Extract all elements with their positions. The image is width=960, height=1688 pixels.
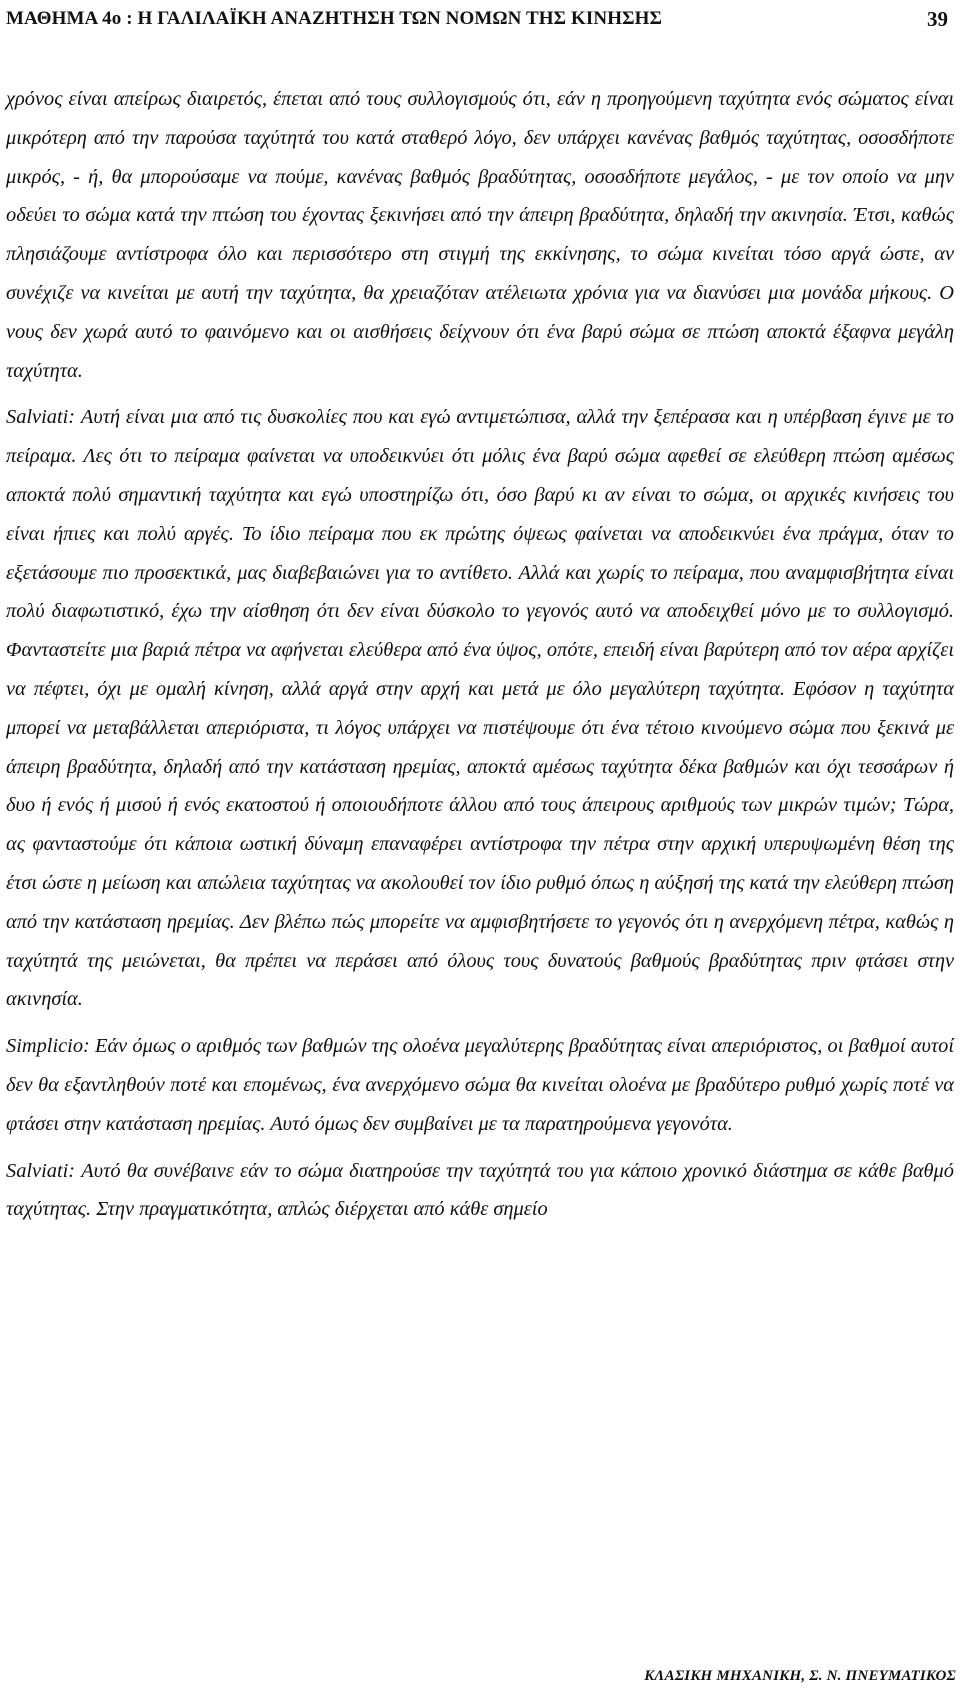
paragraph-text: Salviati: Αυτή είναι μια από τις δυσκολίες που και εγώ αντιμετώπισα, αλλά την ξεπέρασα και η υπέρβαση έγινε με το πείραμα. Λες ότι το πείραμα φαίνεται να υποδεικνύει ότι μόλις ένα βαρύ σώμα αφεθεί σε ελεύθερη πτώση αμέσως αποκτά πολύ σημαντική ταχύτητα και εγώ υποστηρίζω ότι, όσο βαρύ κι αν είναι το σώμα, οι αρχικές κινήσεις του είναι ήπιες και πολύ αργές. Το ίδιο πείραμα που εκ πρώτης όψεως φαίνεται να αποδεικνύει ένα πράγμα, όταν το εξετάσουμε πιο προσεκτικά, μας διαβεβαιώνει για το αντίθετο. Αλλά και χωρίς το πείραμα, που αναμφισβήτητα είναι πολύ διαφωτιστικό, έχω την αίσθηση ότι δεν είναι δύσκολο το γεγονός αυτό να αποδειχθεί μόνο με το συλλογισμό. Φανταστείτε μια βαριά πέτρα να αφήνεται ελεύθερα από ένα ύψος, οπότε, επειδή είναι βαρύτερη από τον αέρα αρχίζει να πέφτει, όχι με ομαλή κίνηση, αλλά αργά στην αρχή και μετά με όλο μεγαλύτερη ταχύτητα. Εφόσον η ταχύτητα μπορεί να μεταβάλλεται απεριόριστα, τι λόγος υπάρχει να πιστέψουμε ότι ένα τέτοιο κινούμενο σώμα που ξεκινά με άπειρη βραδύτητα, δηλαδή από την κατάσταση ηρεμίας, αποκτά αμέσως ταχύτητα δέκα βαθμών και όχι τεσσάρων ή δυο ή ενός ή μισού ή ενός εκατοστού ή οποιουδήποτε άλλου από τους άπειρους αριθμούς των μικρών τιμών; Τώρα, ας φανταστούμε ότι κάποια ωστική δύναμη επαναφέρει αντίστροφα την πέτρα στην αρχική υπερυψωμένη θέση της έτσι ώστε η μείωση και απώλεια ταχύτητας να ακολουθεί τον ίδιο ρυθμό όπως η αύξησή της κατά την ελεύθερη πτώση από την κατάσταση ηρεμίας. Δεν βλέπω πώς μπορείτε να αμφισβητήσετε το γεγονός ότι η ανερχόμενη πέτρα, καθώς η ταχύτητά της μειώνεται, θα πρέπει να περάσει από όλους τους δυνατούς βαθμούς βραδύτητας πριν φτάσει στην ακινησία. [6,406,954,1011]
paragraph-text: χρόνος είναι απείρως διαιρετός, έπεται από τους συλλογισμούς ότι, εάν η προηγούμενη ταχύτητα ενός σώματος είναι μικρότερη από την παρούσα ταχύτητά του κατά σταθερό λόγο, δεν υπάρχει κανένας βαθμός ταχύτητας, οσοσδήποτε μικρός, - ή, θα μπορούσαμε να πούμε, κανένας βαθμός βραδύτητας, οσοσδήποτε μεγάλος, - με τον οποίο να μην οδεύει το σώμα κατά την πτώση του έχοντας ξεκινήσει από την άπειρη βραδύτητα, δηλαδή την ακινησία. Έτσι, καθώς πλησιάζουμε αντίστροφα όλο και περισσότερο στη στιγμή της εκκίνησης, το σώμα κινείται τόσο αργά ώστε, αν συνέχιζε να κινείται με αυτή την ταχύτητα, θα χρειαζόταν ατέλειωτα χρόνια για να διανύσει μια μονάδα μήκους. Ο νους δεν χωρά αυτό το φαινόμενο και οι αισθήσεις δείχνουν ότι ένα βαρύ σώμα σε πτώση αποκτά έξαφνα μεγάλη ταχύτητα. [6,88,954,382]
paragraph-text: Simplicio: Εάν όμως ο αριθμός των βαθμών της ολοένα μεγαλύτερης βραδύτητας είναι απεριόριστος, οι βαθμοί αυτοί δεν θα εξαντληθούν ποτέ και επομένως, ένα ανερχόμενο σώμα θα κινείται ολοένα με βραδύτερο ρυθμό χωρίς ποτέ να φτάσει στην κατάσταση ηρεμίας. Αυτό όμως δεν συμβαίνει με τα παρατηρούμενα γεγονότα. [6,1035,954,1135]
main-text [6,80,954,1237]
page-footer: ΚΛΑΣΙΚΗ ΜΗΧΑΝΙΚΗ, Σ. Ν. ΠΝΕΥΜΑΤΙΚΟΣ [644,1668,956,1684]
paragraph-3 [6,1027,954,1143]
paragraph-2 [6,398,954,1019]
page-header [6,4,954,34]
paragraph-1 [6,80,954,390]
page-number: 39 [927,7,948,31]
chapter-title: ΜΑΘΗΜΑ 4ο : Η ΓΑΛΙΛΑΪΚΗ ΑΝΑΖΗΤΗΣΗ ΤΩΝ ΝΟΜΩΝ ΤΗΣ ΚΙΝΗΣΗΣ [6,8,663,29]
paragraph-text: Salviati: Αυτό θα συνέβαινε εάν το σώμα διατηρούσε την ταχύτητά του για κάποιο χρονικό διάστημα σε κάθε βαθμό ταχύτητας. Στην πραγματικότητα, απλώς διέρχεται από κάθε σημείο [6,1159,954,1221]
paragraph-4 [6,1152,954,1230]
